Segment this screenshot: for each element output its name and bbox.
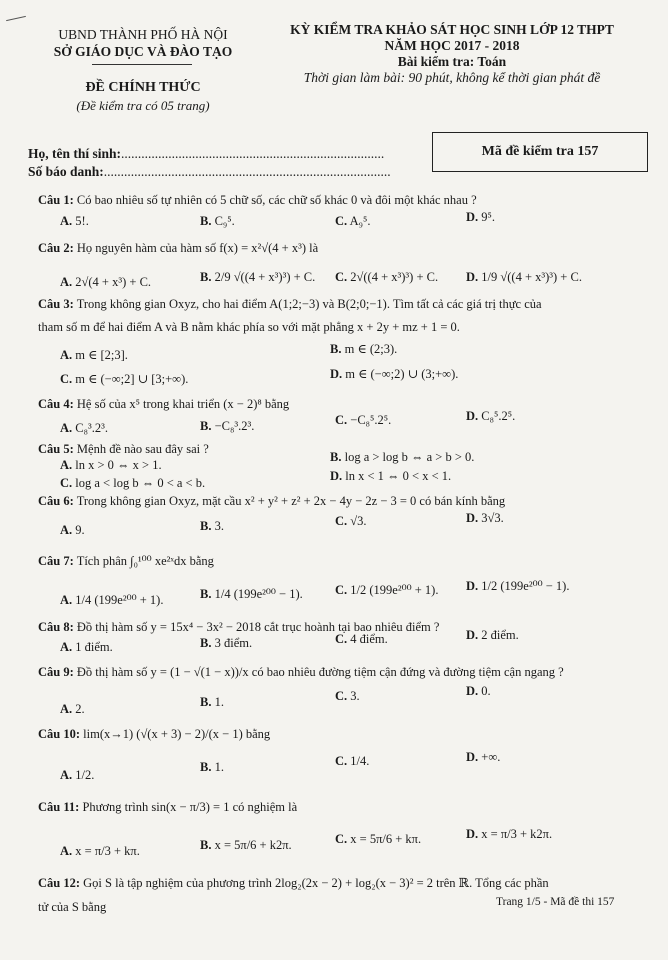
question-text: Phương trình sin(x − π/3) = 1 có nghiệm là (82, 800, 298, 814)
candidate-name-label: Họ, tên thí sinh: (28, 146, 122, 161)
pages-note: (Đề kiểm tra có 05 trang) (76, 98, 210, 113)
q1-option-b: B. C₉⁵. (200, 214, 235, 228)
q1-option-a: A. 5!. (60, 214, 89, 228)
exam-code-box: Mã đề kiểm tra 157 (432, 132, 648, 172)
question-text: Trong không gian Oxyz, cho hai điểm A(1;2;−3) và B(2;0;−1). Tìm tất cả các giá trị thực của (76, 297, 542, 311)
question-11 (38, 800, 297, 815)
question-3-cont: tham số m để hai điểm A và B nằm khác phía so với mặt phẳng x + 2y + mz + 1 = 0. (38, 320, 460, 334)
candidate-name-dots: .............................................................................. (121, 146, 385, 161)
question-number: Câu 8: (38, 620, 74, 634)
candidate-name-row (28, 146, 384, 162)
question-5 (38, 442, 209, 457)
question-text: Tích phân ∫₀¹⁰⁰ xe²ˣdx bằng (76, 554, 214, 568)
q1-option-c: C. A₉⁵. (335, 214, 371, 228)
q5-option-d: D. ln x < 1 ⇔ 0 < x < 1. (330, 469, 452, 483)
q10-option-b: B. 1. (200, 760, 224, 774)
candidate-id-row (28, 164, 391, 180)
q11-option-b: B. x = 5π/6 + k2π. (200, 838, 292, 852)
question-number: Câu 9: (38, 665, 74, 679)
q7-option-b: B. 1/4 (199e²⁰⁰ − 1). (200, 587, 303, 601)
school-year: NĂM HỌC 2017 - 2018 (384, 38, 520, 53)
question-number: Câu 5: (38, 442, 74, 456)
pen-mark (6, 16, 26, 21)
q8-option-b: B. 3 điểm. (200, 636, 253, 650)
q4-option-d: D. C₈⁵.2⁵. (466, 409, 516, 423)
q11-option-c: C. x = 5π/6 + kπ. (335, 832, 422, 846)
city-committee: UBND THÀNH PHỐ HÀ NỘI (58, 27, 228, 42)
question-12-cont: tử của S bằng (38, 900, 107, 914)
question-text: Đồ thị hàm số y = (1 − √(1 − x))/x có bao nhiêu đường tiệm cận đứng và đường tiệm cận ngang ? (76, 665, 564, 679)
header-right (252, 22, 652, 86)
q3-option-b: B. m ∈ (2;3). (330, 342, 398, 356)
q2-option-d: D. 1/9 √((4 + x³)³) + C. (466, 270, 582, 284)
question-9 (38, 665, 564, 680)
question-text: Đồ thị hàm số y = 15x⁴ − 3x² − 2018 cắt trục hoành tại bao nhiêu điểm ? (76, 620, 440, 634)
q10-option-c: C. 1/4. (335, 754, 370, 768)
time-limit: Thời gian làm bài: 90 phút, không kể thời gian phát đề (303, 70, 601, 85)
q7-option-c: C. 1/2 (199e²⁰⁰ + 1). (335, 583, 439, 597)
q7-option-d: D. 1/2 (199e²⁰⁰ − 1). (466, 579, 570, 593)
question-text: Mệnh đề nào sau đây sai ? (76, 442, 209, 456)
question-7 (38, 553, 214, 569)
question-2 (38, 241, 318, 256)
q6-option-c: C. √3. (335, 514, 367, 528)
q1-option-d: D. 9⁵. (466, 210, 496, 224)
q6-option-b: B. 3. (200, 519, 224, 533)
question-10 (38, 727, 270, 742)
q9-option-d: D. 0. (466, 684, 491, 698)
question-number: Câu 11: (38, 800, 80, 814)
q10-option-d: D. +∞. (466, 750, 501, 764)
question-number: Câu 4: (38, 397, 74, 411)
q3-option-d: D. m ∈ (−∞;2) ∪ (3;+∞). (330, 367, 459, 381)
question-number: Câu 1: (38, 193, 74, 207)
subject: Bài kiểm tra: Toán (397, 54, 507, 69)
q3-option-a: A. m ∈ [2;3]. (60, 348, 128, 362)
q9-option-b: B. 1. (200, 695, 224, 709)
q8-option-a: A. 1 điểm. (60, 640, 113, 654)
q2-option-c: C. 2√((4 + x³)³) + C. (335, 270, 439, 284)
q6-option-d: D. 3√3. (466, 511, 504, 525)
q6-option-a: A. 9. (60, 523, 85, 537)
q8-option-c: C. 4 điểm. (335, 632, 388, 646)
candidate-id-label: Số báo danh: (28, 164, 104, 179)
question-number: Câu 3: (38, 297, 74, 311)
q7-option-a: A. 1/4 (199e²⁰⁰ + 1). (60, 593, 164, 607)
question-number: Câu 2: (38, 241, 74, 255)
q10-option-a: A. 1/2. (60, 768, 95, 782)
question-number: Câu 10: (38, 727, 81, 741)
official-label: ĐỀ CHÍNH THỨC (85, 80, 201, 95)
q2-option-a: A. 2√(4 + x³) + C. (60, 275, 152, 289)
question-number: Câu 6: (38, 494, 74, 508)
question-text: Có bao nhiêu số tự nhiên có 5 chữ số, các chữ số khác 0 và đôi một khác nhau ? (76, 193, 477, 207)
question-3 (38, 297, 542, 312)
q2-option-b: B. 2/9 √((4 + x³)³) + C. (200, 270, 316, 284)
question-4 (38, 397, 289, 412)
q11-option-d: D. x = π/3 + k2π. (466, 827, 553, 841)
question-6 (38, 494, 505, 509)
q5-option-c: C. log a < log b ⇔ 0 < a < b. (60, 476, 206, 490)
question-12 (38, 875, 549, 891)
page-footer: Trang 1/5 - Mã đề thi 157 (496, 896, 615, 908)
exam-title: KỲ KIỂM TRA KHẢO SÁT HỌC SINH LỚP 12 THPT (290, 22, 614, 37)
candidate-id-dots: ..................................................................................... (103, 164, 391, 179)
q3-option-c: C. m ∈ (−∞;2] ∪ [3;+∞). (60, 372, 189, 386)
question-text: lim(x→1) (√(x + 3) − 2)/(x − 1) bằng (83, 727, 271, 741)
question-text: Họ nguyên hàm của hàm số f(x) = x²√(4 + x³) là (76, 241, 319, 255)
question-text: Gọi S là tập nghiệm của phương trình 2log₂(2x − 2) + log₂(x − 3)² = 2 trên ℝ. Tổng các phần (83, 876, 549, 890)
header-left-rule (92, 64, 192, 65)
department: SỞ GIÁO DỤC VÀ ĐÀO TẠO (53, 44, 233, 59)
q4-option-c: C. −C₈⁵.2⁵. (335, 413, 392, 427)
question-text: Trong không gian Oxyz, mặt cầu x² + y² + z² + 2x − 4y − 2z − 3 = 0 có bán kính bằng (76, 494, 506, 508)
q11-option-a: A. x = π/3 + kπ. (60, 844, 140, 858)
q9-option-c: C. 3. (335, 689, 360, 703)
question-number: Câu 7: (38, 554, 74, 568)
q5-option-a: A. ln x > 0 ⇔ x > 1. (60, 458, 162, 472)
q8-option-d: D. 2 điểm. (466, 628, 519, 642)
q4-option-b: B. −C₈³.2³. (200, 419, 255, 433)
q4-option-a: A. C₈³.2³. (60, 421, 108, 435)
header-left (38, 26, 248, 60)
question-1 (38, 193, 477, 208)
question-text: Hệ số của x⁵ trong khai triển (x − 2)⁸ bằng (76, 397, 290, 411)
q5-option-b: B. log a > log b ⇔ a > b > 0. (330, 450, 475, 464)
q9-option-a: A. 2. (60, 702, 85, 716)
question-number: Câu 12: (38, 876, 81, 890)
